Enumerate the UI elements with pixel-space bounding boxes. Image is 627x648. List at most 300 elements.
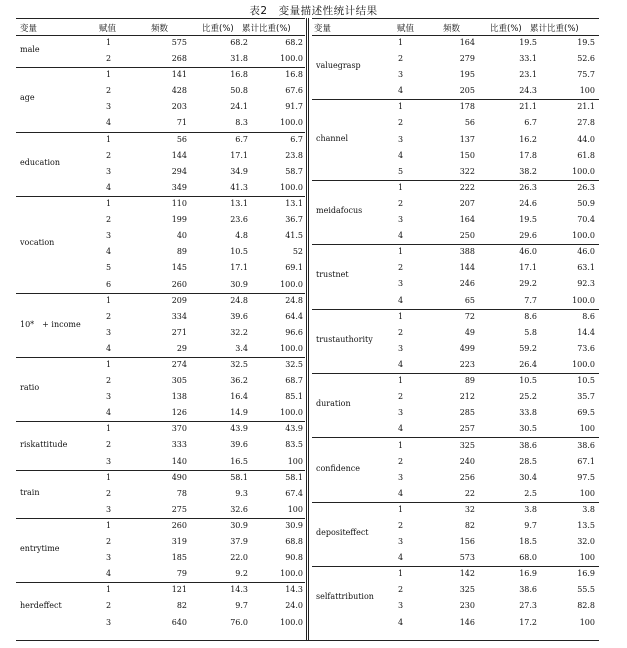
cell-percent: 17.1 (230, 150, 248, 160)
cell-frequency: 274 (171, 360, 187, 369)
cell-code: 5 (398, 166, 404, 176)
cell-frequency: 349 (171, 182, 187, 192)
cell-frequency: 260 (171, 521, 187, 530)
table-row (312, 421, 599, 437)
table-row (312, 35, 599, 51)
cell-code: 2 (106, 601, 112, 611)
cell-cumulative: 13.5 (577, 520, 595, 530)
cell-percent: 32.5 (230, 360, 248, 369)
cell-cumulative: 70.4 (577, 215, 595, 225)
cell-cumulative: 6.7 (290, 134, 303, 144)
cell-cumulative: 67.6 (285, 86, 303, 96)
cell-frequency: 195 (459, 70, 475, 80)
variable-name: age (20, 93, 35, 103)
cell-frequency: 56 (464, 118, 475, 128)
cell-frequency: 230 (459, 601, 475, 611)
cell-cumulative: 92.3 (577, 279, 595, 289)
cell-frequency: 388 (459, 247, 475, 257)
cell-code: 3 (106, 102, 112, 112)
table-row (16, 582, 305, 598)
header-percent: 比重(%) (202, 24, 234, 34)
cell-percent: 33.1 (519, 54, 537, 64)
cell-code: 2 (106, 150, 112, 160)
cell-code: 2 (106, 86, 112, 96)
table-row (16, 164, 305, 180)
cell-code: 3 (398, 408, 404, 418)
table-row (312, 389, 599, 405)
cell-percent: 17.1 (519, 263, 537, 273)
header-code: 赋值 (99, 24, 117, 34)
variable-group (312, 438, 599, 503)
cell-frequency: 640 (171, 617, 187, 627)
cell-cumulative: 67.4 (285, 488, 303, 498)
cell-frequency: 199 (171, 215, 187, 225)
cell-percent: 19.5 (519, 38, 537, 47)
cell-cumulative: 68.8 (285, 537, 303, 547)
table-row (312, 470, 599, 486)
cell-frequency: 126 (171, 408, 187, 418)
table-row (16, 115, 305, 131)
variable-name: vocation (20, 238, 55, 248)
variable-group (312, 502, 599, 567)
cell-percent: 14.9 (230, 408, 248, 418)
cell-cumulative: 35.7 (577, 392, 595, 402)
cell-code: 4 (106, 343, 112, 353)
cell-code: 3 (106, 617, 112, 627)
table-row (312, 115, 599, 131)
cell-code: 2 (106, 215, 112, 225)
cell-frequency: 156 (459, 537, 475, 547)
cell-percent: 33.8 (519, 408, 537, 418)
table-row (16, 148, 305, 164)
cell-cumulative: 64.4 (285, 311, 303, 321)
cell-code: 2 (106, 311, 112, 321)
cell-cumulative: 100 (579, 424, 595, 434)
cell-frequency: 145 (171, 263, 187, 273)
cell-code: 1 (398, 182, 404, 192)
cell-code: 1 (398, 247, 404, 257)
cell-frequency: 370 (171, 424, 187, 434)
cell-percent: 22.0 (230, 553, 248, 563)
cell-frequency: 257 (459, 424, 475, 434)
cell-percent: 23.1 (519, 70, 537, 80)
variable-group (16, 582, 305, 630)
header-variable: 变量 (314, 24, 332, 34)
cell-frequency: 82 (176, 601, 187, 611)
cell-frequency: 141 (171, 70, 187, 80)
cell-percent: 24.3 (519, 86, 537, 96)
cell-percent: 50.8 (230, 86, 248, 96)
cell-percent: 59.2 (519, 343, 537, 353)
table-row (312, 518, 599, 534)
cell-cumulative: 16.9 (577, 569, 595, 579)
cell-percent: 2.5 (524, 488, 537, 498)
cell-code: 4 (106, 408, 112, 418)
table-row (16, 309, 305, 325)
table-row (312, 615, 599, 631)
variable-group (16, 67, 305, 132)
cell-code: 4 (106, 247, 112, 257)
variable-name: valuegrasp (316, 61, 361, 71)
cell-percent: 27.3 (519, 601, 537, 611)
cell-frequency: 268 (171, 54, 187, 64)
cell-code: 2 (106, 376, 112, 386)
variable-group (16, 357, 305, 422)
left-table-header (16, 18, 305, 36)
cell-percent: 31.8 (230, 54, 248, 64)
cell-code: 2 (398, 118, 404, 128)
cell-frequency: 72 (464, 311, 475, 321)
cell-code: 1 (106, 295, 112, 305)
cell-code: 3 (106, 553, 112, 563)
table-row (312, 276, 599, 292)
cell-frequency: 89 (176, 247, 187, 257)
cell-percent: 39.6 (230, 311, 248, 321)
cell-code: 4 (398, 424, 404, 434)
variable-name: train (20, 487, 40, 497)
cell-frequency: 79 (176, 569, 187, 579)
cell-cumulative: 24.8 (285, 295, 303, 305)
cell-frequency: 246 (459, 279, 475, 289)
cell-cumulative: 36.7 (285, 215, 303, 225)
variable-group (16, 35, 305, 68)
cell-frequency: 325 (459, 440, 475, 450)
variable-name: trustauthority (316, 334, 373, 344)
cell-code: 2 (398, 54, 404, 64)
table-row (312, 502, 599, 518)
cell-frequency: 40 (176, 231, 187, 241)
cell-percent: 6.7 (524, 118, 537, 128)
cell-code: 2 (398, 520, 404, 530)
table-row (16, 51, 305, 67)
cell-cumulative: 100.0 (572, 359, 595, 369)
table-row (16, 244, 305, 260)
table-row (312, 566, 599, 582)
variable-name: confidence (316, 463, 361, 473)
table-row (312, 244, 599, 260)
cell-frequency: 260 (171, 279, 187, 289)
cell-cumulative: 100 (287, 456, 303, 466)
cell-code: 2 (398, 198, 404, 208)
cell-percent: 10.5 (230, 247, 248, 257)
cell-cumulative: 100 (579, 488, 595, 498)
cell-cumulative: 100.0 (280, 408, 303, 418)
cell-cumulative: 43.9 (285, 424, 303, 434)
cell-percent: 36.2 (230, 376, 248, 386)
table-row (16, 566, 305, 582)
cell-code: 1 (106, 199, 112, 208)
cell-percent: 24.8 (230, 295, 248, 305)
header-cumulative: 累计比重(%) (530, 24, 579, 34)
cell-percent: 32.6 (230, 504, 248, 514)
cell-percent: 16.5 (230, 456, 248, 466)
cell-frequency: 573 (459, 553, 475, 563)
cell-percent: 8.6 (524, 311, 537, 321)
cell-percent: 9.7 (235, 601, 248, 611)
cell-frequency: 56 (176, 134, 187, 144)
table-row (312, 454, 599, 470)
cell-cumulative: 55.5 (577, 585, 595, 595)
cell-frequency: 250 (459, 231, 475, 241)
cell-cumulative: 32.0 (577, 537, 595, 547)
table-bottom-rule (16, 640, 599, 641)
cell-frequency: 140 (171, 456, 187, 466)
cell-cumulative: 44.0 (577, 134, 595, 144)
cell-frequency: 334 (171, 311, 187, 321)
cell-cumulative: 26.3 (577, 182, 595, 192)
cell-cumulative: 38.6 (577, 440, 595, 450)
variable-group (312, 35, 599, 100)
table-row (312, 405, 599, 421)
cell-code: 1 (106, 521, 112, 530)
variable-name: channel (316, 133, 348, 143)
cell-percent: 17.8 (519, 150, 537, 160)
cell-cumulative: 8.6 (582, 311, 595, 321)
table-row (16, 341, 305, 357)
cell-frequency: 29 (176, 343, 187, 353)
cell-cumulative: 100 (287, 504, 303, 514)
variable-group (312, 180, 599, 245)
cell-frequency: 325 (459, 585, 475, 595)
cell-code: 5 (106, 263, 112, 273)
table-row (16, 35, 305, 51)
table-row (312, 132, 599, 148)
cell-cumulative: 52 (292, 247, 303, 257)
cell-cumulative: 91.7 (285, 102, 303, 112)
cell-code: 2 (106, 537, 112, 547)
cell-code: 2 (106, 488, 112, 498)
cell-percent: 46.0 (519, 247, 537, 257)
variable-name: duration (316, 399, 351, 409)
cell-percent: 30.4 (519, 472, 537, 482)
cell-code: 3 (106, 327, 112, 337)
cell-percent: 13.1 (230, 199, 248, 208)
table-row (16, 373, 305, 389)
table-row (312, 325, 599, 341)
cell-code: 3 (398, 472, 404, 482)
cell-cumulative: 14.3 (285, 585, 303, 595)
cell-cumulative: 85.1 (285, 392, 303, 402)
header-frequency: 频数 (151, 24, 169, 34)
cell-percent: 41.3 (230, 182, 248, 192)
cell-cumulative: 75.7 (577, 70, 595, 80)
cell-percent: 38.6 (519, 585, 537, 595)
cell-code: 1 (398, 504, 404, 514)
variable-group (312, 309, 599, 374)
table-row (16, 502, 305, 518)
cell-cumulative: 63.1 (577, 263, 595, 273)
cell-cumulative: 21.1 (577, 102, 595, 112)
cell-cumulative: 69.5 (577, 408, 595, 418)
cell-frequency: 271 (171, 327, 187, 337)
cell-percent: 39.6 (230, 440, 248, 450)
cell-cumulative: 30.9 (285, 521, 303, 530)
cell-frequency: 49 (464, 327, 475, 337)
cell-code: 1 (106, 134, 112, 144)
cell-code: 4 (398, 617, 404, 627)
cell-code: 2 (106, 440, 112, 450)
table-row (16, 83, 305, 99)
variable-name: ratio (20, 383, 40, 393)
cell-frequency: 164 (459, 215, 475, 225)
table-row (16, 277, 305, 293)
table-row (16, 357, 305, 373)
cell-cumulative: 32.5 (285, 360, 303, 369)
table-title: 表2 变量描述性统计结果 (249, 5, 378, 17)
variable-name: 10* + income (20, 319, 81, 329)
cell-cumulative: 100 (579, 86, 595, 96)
cell-frequency: 144 (459, 263, 475, 273)
cell-frequency: 137 (459, 134, 475, 144)
cell-cumulative: 97.5 (577, 472, 595, 482)
cell-cumulative: 100.0 (280, 279, 303, 289)
variable-name: meidafocus (316, 206, 363, 216)
cell-percent: 16.8 (230, 70, 248, 80)
cell-percent: 29.2 (519, 279, 537, 289)
cell-code: 4 (398, 553, 404, 563)
cell-cumulative: 100.0 (280, 569, 303, 579)
cell-code: 6 (106, 279, 112, 289)
variable-name: selfattribution (316, 592, 374, 602)
cell-code: 1 (106, 38, 112, 47)
cell-code: 4 (398, 359, 404, 369)
cell-code: 1 (398, 569, 404, 579)
cell-percent: 34.9 (230, 166, 248, 176)
cell-cumulative: 90.8 (285, 553, 303, 563)
cell-cumulative: 83.5 (285, 440, 303, 450)
table-row (312, 260, 599, 276)
cell-percent: 9.2 (235, 569, 248, 579)
cell-frequency: 185 (171, 553, 187, 563)
table-row (16, 99, 305, 115)
cell-code: 4 (398, 231, 404, 241)
variable-group (16, 518, 305, 583)
table-row (312, 486, 599, 502)
cell-cumulative: 16.8 (285, 70, 303, 80)
table-row (16, 180, 305, 196)
cell-cumulative: 100.0 (280, 182, 303, 192)
cell-percent: 30.9 (230, 279, 248, 289)
cell-frequency: 223 (459, 359, 475, 369)
table-row (16, 325, 305, 341)
header-cumulative: 累计比重(%) (242, 24, 291, 34)
table-row (312, 293, 599, 309)
table-row (16, 615, 305, 631)
cell-percent: 4.8 (235, 231, 248, 241)
cell-code: 4 (106, 569, 112, 579)
cell-percent: 68.2 (230, 38, 248, 47)
cell-percent: 16.4 (230, 392, 248, 402)
cell-percent: 23.6 (230, 215, 248, 225)
cell-frequency: 32 (464, 504, 475, 514)
cell-frequency: 322 (459, 166, 475, 176)
cell-percent: 19.5 (519, 215, 537, 225)
cell-cumulative: 100.0 (280, 343, 303, 353)
table-row (312, 164, 599, 180)
cell-cumulative: 19.5 (577, 38, 595, 47)
cell-percent: 16.2 (519, 134, 537, 144)
cell-cumulative: 14.4 (577, 327, 595, 337)
cell-percent: 10.5 (519, 376, 537, 386)
cell-percent: 14.3 (230, 585, 248, 595)
cell-code: 4 (398, 295, 404, 305)
cell-code: 1 (398, 440, 404, 450)
cell-frequency: 205 (459, 86, 475, 96)
table-row (16, 534, 305, 550)
table-row (312, 228, 599, 244)
cell-cumulative: 46.0 (577, 247, 595, 257)
cell-cumulative: 100.0 (572, 166, 595, 176)
cell-frequency: 333 (171, 440, 187, 450)
table-row (312, 67, 599, 83)
table-row (16, 454, 305, 470)
right-table (312, 18, 599, 640)
cell-cumulative: 100.0 (280, 617, 303, 627)
cell-cumulative: 68.7 (285, 376, 303, 386)
table-row (312, 99, 599, 115)
cell-percent: 29.6 (519, 231, 537, 241)
cell-percent: 30.5 (519, 424, 537, 434)
cell-frequency: 305 (171, 376, 187, 386)
cell-percent: 43.9 (230, 424, 248, 434)
cell-frequency: 142 (459, 569, 475, 579)
table-row (16, 421, 305, 437)
cell-percent: 9.7 (524, 520, 537, 530)
variable-group (312, 566, 599, 630)
cell-cumulative: 58.7 (285, 166, 303, 176)
cell-code: 4 (106, 118, 112, 128)
cell-cumulative: 10.5 (577, 376, 595, 386)
cell-frequency: 209 (171, 295, 187, 305)
cell-frequency: 294 (171, 166, 187, 176)
table-row (312, 373, 599, 389)
cell-cumulative: 58.1 (285, 472, 303, 482)
cell-code: 4 (398, 150, 404, 160)
cell-cumulative: 100 (579, 617, 595, 627)
cell-frequency: 146 (459, 617, 475, 627)
variable-group (16, 196, 305, 294)
cell-percent: 58.1 (230, 472, 248, 482)
cell-code: 3 (398, 70, 404, 80)
cell-percent: 8.3 (235, 118, 248, 128)
cell-code: 3 (106, 166, 112, 176)
cell-code: 3 (106, 392, 112, 402)
cell-cumulative: 100.0 (572, 295, 595, 305)
cell-percent: 76.0 (230, 617, 248, 627)
cell-code: 3 (106, 456, 112, 466)
cell-cumulative: 68.2 (285, 38, 303, 47)
cell-percent: 21.1 (519, 102, 537, 112)
cell-frequency: 138 (171, 392, 187, 402)
table-row (16, 196, 305, 212)
cell-frequency: 240 (459, 456, 475, 466)
cell-frequency: 22 (464, 488, 475, 498)
cell-frequency: 203 (171, 102, 187, 112)
cell-percent: 38.6 (519, 440, 537, 450)
cell-cumulative: 3.8 (582, 504, 595, 514)
cell-code: 3 (398, 343, 404, 353)
variable-name: entrytime (20, 544, 60, 554)
cell-percent: 25.2 (519, 392, 537, 402)
cell-cumulative: 27.8 (577, 118, 595, 128)
cell-code: 1 (106, 70, 112, 80)
header-code: 赋值 (397, 24, 415, 34)
cell-percent: 32.2 (230, 327, 248, 337)
cell-frequency: 144 (171, 150, 187, 160)
table-row (16, 212, 305, 228)
cell-frequency: 207 (459, 198, 475, 208)
cell-frequency: 65 (464, 295, 475, 305)
